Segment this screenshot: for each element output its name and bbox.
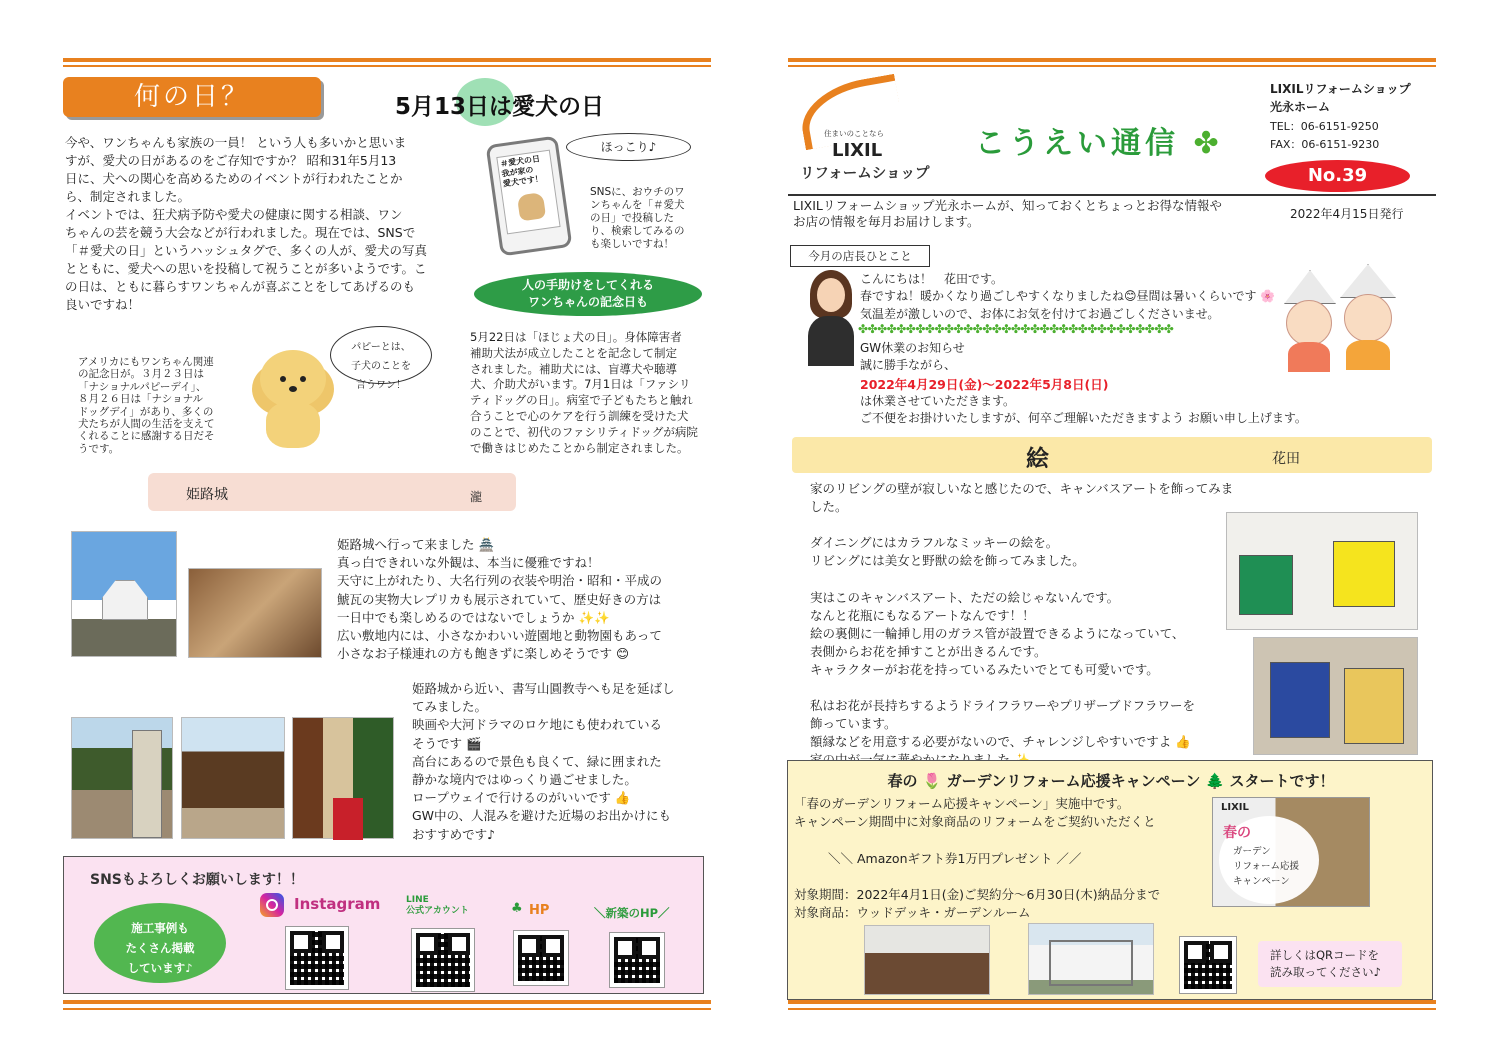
phone-text: ＃愛犬の日 我が家の 愛犬です！ bbox=[499, 154, 544, 189]
green-badge bbox=[474, 272, 702, 316]
belle-canvas bbox=[1344, 668, 1404, 744]
manager-tag-text: 今月の店長ひとこと bbox=[808, 249, 912, 263]
line-label: LINE 公式アカウント bbox=[406, 895, 469, 916]
america-note: アメリカにもワンちゃん関連 の記念日が。３月２３日は 「ナショナルパピーデイ」、 ８月２６日は「ナショナル ドッグデイ」があり、多くの 犬たちが人間の生活を支えて くれることに感謝する日だそ うです。 bbox=[78, 356, 215, 455]
manager-portrait bbox=[806, 270, 856, 366]
issue-date: 2022年4月15日発行 bbox=[1290, 207, 1404, 221]
bottom-rule-left-thin bbox=[63, 1008, 711, 1010]
kid2-body bbox=[1346, 340, 1390, 370]
shosha-sign-photo bbox=[71, 717, 173, 839]
lixil-logo bbox=[792, 78, 932, 183]
shop-tel: TEL：06-6151-9250 bbox=[1270, 120, 1379, 133]
logo-small-text: 住まいのことなら bbox=[824, 129, 884, 138]
puppy-bubble-text: パピーとは、 子犬のことを 言うワン！ bbox=[351, 342, 411, 391]
bottom-rule-right-thin bbox=[788, 1008, 1436, 1010]
header-rule bbox=[788, 194, 1436, 196]
clover-icon: ✤ bbox=[1193, 126, 1223, 161]
manager-msg1: こんにちは！ 花田です。 春ですね！暖かくなり過ごしやすくなりましたね😊昼間は暑いくらいです 🌸 気温差が激しいので、お体にお気を付けてお過ごしくださいませ。 bbox=[860, 272, 1276, 321]
phone-screen bbox=[496, 150, 560, 235]
sekou-bubble-text: 施工事例も たくさん掲載 しています♪ bbox=[125, 921, 195, 975]
top-rule-left-thin bbox=[63, 65, 711, 67]
beast-canvas bbox=[1270, 662, 1330, 738]
poodle-nose bbox=[289, 386, 297, 392]
issue-no: No.39 bbox=[1307, 165, 1368, 186]
yellow-canvas bbox=[1333, 541, 1395, 607]
portrait-suit bbox=[808, 316, 854, 366]
new-hp-label: ＼新築のHP／ bbox=[594, 906, 670, 920]
glass-room bbox=[1049, 940, 1133, 986]
shop-name2: 光永ホーム bbox=[1270, 100, 1331, 114]
poodle-eye-l bbox=[280, 376, 286, 382]
shop-fax: FAX：06-6151-9230 bbox=[1270, 138, 1380, 151]
qr-hp[interactable] bbox=[514, 931, 568, 985]
e-author: 花田 bbox=[1272, 451, 1300, 467]
gw-dates: 2022年4月29日(金)～2022年5月8日(日) bbox=[860, 377, 1109, 392]
top-rule-left bbox=[63, 58, 711, 62]
campaign-box bbox=[787, 760, 1433, 1000]
sns-heading: SNSもよろしくお願いします！！ bbox=[90, 872, 304, 888]
campaign-period: 対象期間：2022年4月1日(金)ご契約分～6月30日(木)納品分まで bbox=[794, 887, 1161, 902]
lead-text: LIXILリフォームショップ光永ホームが、知っておくとちょっとお得な情報や お店の情報を毎月お届けします。 bbox=[793, 198, 1222, 229]
nanno-hi-banner bbox=[63, 77, 321, 117]
green-badge-text: 人の手助けをしてくれる ワンちゃんの記念日も bbox=[521, 278, 654, 309]
sekou-bubble bbox=[94, 903, 226, 983]
issue-badge bbox=[1265, 160, 1410, 192]
e-header bbox=[792, 437, 1432, 473]
e-title: 絵 bbox=[1026, 446, 1049, 472]
kid2-hat bbox=[1340, 264, 1396, 298]
intro-text: 今や、ワンちゃんも家族の一員！ という人も多いかと思いま すが、愛犬の日があるのをご存知ですか？ 昭和31年5月13 日に、犬への関心を高めるためのイベントが行われたことか ら、制定されました。 イベントでは、狂犬病予防や愛犬の健康に関する相談、ワン ちゃんの芸を競う大会などが行われました。現在では、SNSで 「＃愛犬の日」というハッシュタグで、多くの人が、愛犬の写真 とともに、愛犬への思いを投稿して祝うことが多いようです。こ の日は、ともに暮らすワンちゃんが喜ぶことをしてあげるのも 良いですね！ bbox=[65, 135, 428, 312]
shosha-temple-photo bbox=[181, 717, 285, 839]
himeji-header bbox=[148, 473, 516, 511]
qr-note-box bbox=[1258, 941, 1402, 987]
campaign-text1: 「春のガーデンリフォーム応援キャンペーン」実施中です。 キャンペーン期間中に対象商品のリフォームをご契約いただくと bbox=[794, 796, 1156, 829]
banner-text: 何の日？ bbox=[133, 82, 250, 112]
himeji-author: 瀧 bbox=[470, 490, 483, 504]
himeji-title: 姫路城 bbox=[186, 487, 228, 503]
shosha-corridor-photo bbox=[292, 717, 394, 839]
manager-msg2: GW休業のお知らせ 誠に勝手ながら、 bbox=[860, 341, 965, 373]
sns-box bbox=[63, 856, 704, 994]
red-carpet bbox=[333, 798, 363, 840]
wood-deck-photo bbox=[864, 925, 990, 995]
sns-note: SNSに、おウチのワ ンちゃんを「＃愛犬 の日」で投稿した り、検索してみるの も楽しいですね！ bbox=[590, 186, 685, 250]
logo-lixil: LIXIL bbox=[832, 140, 883, 161]
phone-illustration bbox=[486, 136, 573, 257]
puppy-bubble bbox=[330, 326, 432, 391]
promo-brand: LIXIL bbox=[1221, 802, 1249, 813]
kid2-face bbox=[1344, 294, 1392, 342]
mickey-canvas bbox=[1239, 555, 1293, 615]
castle-shape bbox=[102, 580, 148, 620]
promo-haru: 春の bbox=[1223, 825, 1251, 841]
portrait-face bbox=[817, 278, 845, 312]
canvas-art-photo bbox=[1226, 512, 1418, 630]
e-text: 家のリビングの壁が寂しいなと感じたので、キャンバスアートを飾ってみました。 ダイニングにはカラフルなミッキーの絵を。 リビングには美女と野獣の絵を飾ってみました。 実はこのキャンバスアート、ただの絵じゃないんです。 なんと花瓶にもなるアートなんです！！ 絵の裏側に一輪挿し用のガラス管が設置できるようになっていて、 表側からお花を挿すことが出きるんです。 キャラクターがお花を持っているみたいでとても可愛いです。 私はお花が長持ちするようドライフラワーやプリザーブドフラワーを 飾っています。 額縁などを用意する必要がないので、チャレンジしやすいですよ 👍 bbox=[810, 481, 1234, 750]
newsletter-title-text: こうえい通信 bbox=[975, 126, 1179, 161]
kid1-hat bbox=[1284, 270, 1336, 304]
campaign-gift: ＼＼ Amazonギフト券1万円プレゼント ／／ bbox=[828, 851, 1082, 866]
himeji-exhibit-photo bbox=[188, 568, 322, 658]
newsletter-title bbox=[975, 118, 1223, 162]
dog-thumb bbox=[517, 192, 546, 221]
article-title: 5月13日は愛犬の日 bbox=[395, 94, 605, 120]
kid1-face bbox=[1286, 300, 1332, 346]
top-rule-right bbox=[788, 58, 1436, 62]
manager-msg3: は休業させていただきます。 ご不便をお掛けいたしますが、何卒ご理解いただきますよう お願い申し上げます。 bbox=[860, 394, 1307, 426]
poodle-head bbox=[260, 350, 326, 408]
bottom-rule-right bbox=[788, 1000, 1436, 1004]
qr-note: 詳しくはQRコードを 読み取ってください♪ bbox=[1270, 948, 1381, 979]
manager-tag bbox=[790, 245, 930, 267]
poodle-illustration bbox=[248, 346, 338, 450]
qr-campaign[interactable] bbox=[1180, 937, 1236, 993]
beauty-beast-photo bbox=[1253, 637, 1418, 755]
hojo-text: 5月22日は「ほじょ犬の日」。身体障害者 補助犬法が成立したことを記念して制定 されました。補助犬には、盲導犬や聴導 犬、介助犬がいます。7月1日は「ファシリ ティドッグの日」。病室で子どもたちと触れ 合うことで心のケアを行う訓練を受けた犬 のことで、初代のファシリティドッグが病院 で働きはじめたことから制定されました。 bbox=[470, 330, 698, 455]
shop-name1: LIXILリフォームショップ bbox=[1270, 82, 1411, 96]
garden-room-photo bbox=[1028, 923, 1154, 995]
hokkori-bubble bbox=[566, 133, 691, 161]
kid1-body bbox=[1288, 342, 1330, 372]
instagram-label: Instagram bbox=[294, 895, 381, 913]
qr-line[interactable] bbox=[412, 929, 474, 991]
kids-illustration bbox=[1278, 262, 1418, 372]
qr-instagram[interactable] bbox=[286, 927, 348, 989]
campaign-title: 春の 🌷 ガーデンリフォーム応援キャンペーン 🌲 スタートです！ bbox=[887, 772, 1335, 790]
himeji-text: 姫路城へ行って来ました 🏯 真っ白できれいな外観は、本当に優雅ですね！ 天守に上がれたり、大名行列の衣装や明治・昭和・平成の 鯱瓦の実物大レプリカも展示されていて、歴史好きの方は 一日中でも楽しめるのではないでしょうか ✨✨ 広い敷地内には、小さなかわいい遊園地と動物園もあって 小さなお子様連れの方も飽きずに楽しめそうです 😊 bbox=[337, 537, 663, 662]
qr-new-hp[interactable] bbox=[610, 933, 664, 987]
poodle-body bbox=[266, 402, 320, 448]
shosha-text: 姫路城から近い、書写山圓教寺へも足を延ばし てみました。 映画や大河ドラマのロケ地にも使われている そうです 🎬 高台にあるので景色も良くて、緑に囲まれた 静かな境内ではゆっくり過ごせました。 ロープウェイで行けるのがいいです 👍 GW中の、人混みを避けた近場のお出かけにも おすすめです♪ bbox=[412, 681, 675, 842]
promo-text: ガーデン リフォーム応援 キャンペーン bbox=[1233, 846, 1300, 887]
instagram-icon bbox=[260, 893, 284, 917]
clover-icon: ♣ bbox=[511, 901, 523, 916]
promo-image bbox=[1212, 797, 1370, 907]
himeji-castle-photo bbox=[71, 531, 177, 657]
poodle-eye-r bbox=[300, 376, 306, 382]
stone-sign bbox=[132, 730, 162, 838]
hokkori-text: ほっこり♪ bbox=[600, 140, 657, 154]
bottom-rule-left bbox=[63, 1000, 711, 1004]
top-rule-right-thin bbox=[788, 65, 1436, 67]
campaign-target: 対象商品：ウッドデッキ・ガーデンルーム bbox=[794, 905, 1031, 920]
logo-shop: リフォームショップ bbox=[800, 166, 930, 182]
hp-label: HP bbox=[529, 903, 550, 918]
clover-row: ✤✤✤✤✤✤✤✤✤✤✤✤✤✤✤✤✤✤✤✤✤✤✤✤✤✤✤✤✤✤✤✤✤ bbox=[858, 322, 1174, 336]
